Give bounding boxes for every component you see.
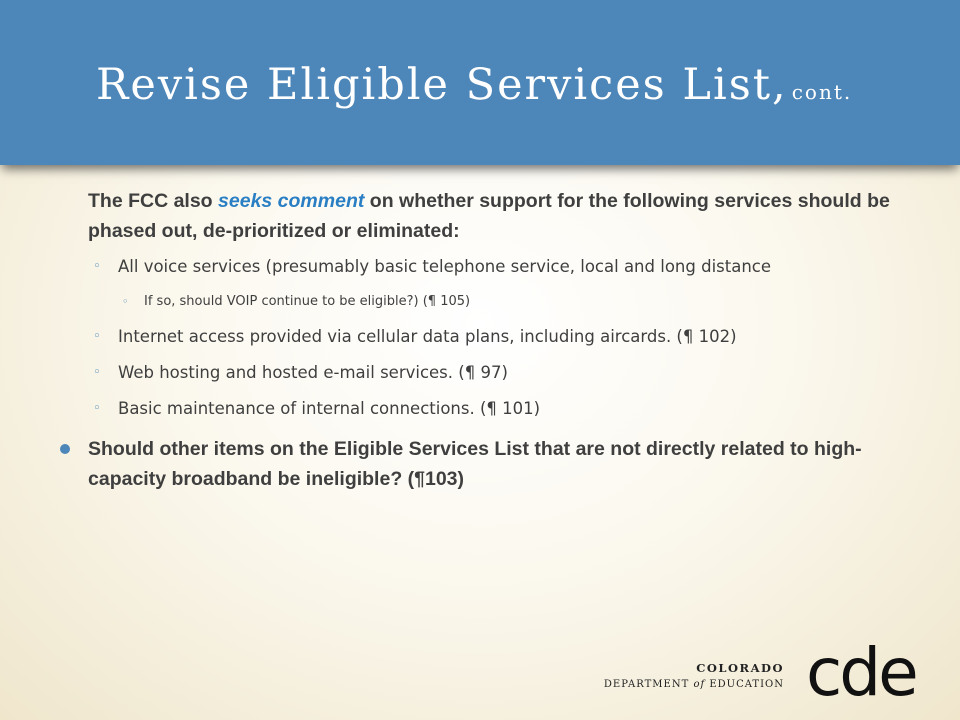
- sub-bullet-marker: ◦: [93, 401, 101, 416]
- list-item: [93, 256, 908, 278]
- list-item: [93, 398, 908, 420]
- sub-bullet-marker: ◦: [93, 365, 101, 380]
- logo-colorado: COLORADO: [696, 661, 784, 675]
- slide-title-suffix: cont.: [791, 80, 853, 104]
- sub-bullet-marker: ◦: [93, 259, 101, 274]
- list-item: [93, 362, 908, 384]
- list-item-text: If so, should VOIP continue to be eligible?) (¶ 105): [144, 294, 471, 309]
- list-item-text: All voice services (presumably basic telephone service, local and long distance: [118, 257, 772, 276]
- bullet-dot-icon: [60, 444, 70, 454]
- intro-paragraph: [88, 186, 908, 246]
- slide-title-text: Revise Eligible Services List,: [96, 60, 788, 110]
- main-bullet-text: Should other items on the Eligible Services List that are not directly related to high-capacity broadband be ineligible? (¶103): [88, 438, 862, 490]
- logo-education-word: EDUCATION: [709, 679, 784, 690]
- title-bar: [0, 0, 960, 165]
- logo-of: of: [693, 679, 706, 690]
- list-item: [122, 292, 908, 312]
- logo-department-word: DEPARTMENT: [603, 679, 690, 690]
- logo-department: [604, 679, 784, 690]
- intro-prefix: The FCC also: [88, 190, 213, 212]
- cde-logo: [603, 634, 930, 711]
- slide-body: [88, 186, 908, 494]
- cde-logo-mark: cde: [806, 634, 916, 711]
- list-item-text: Basic maintenance of internal connections. (¶ 101): [118, 399, 541, 418]
- intro-rest: on whether support for the following services should be phased out, de-prioritized or eliminated:: [88, 190, 890, 242]
- sub-bullet-marker: ◦: [93, 329, 101, 344]
- intro-emphasis: seeks comment: [218, 190, 365, 212]
- sub-bullet-marker: ◦: [122, 295, 129, 308]
- main-bullet: [88, 434, 908, 494]
- list-item-text: Web hosting and hosted e-mail services. (¶ 97): [118, 363, 508, 382]
- list-item-text: Internet access provided via cellular data plans, including aircards. (¶ 102): [118, 327, 737, 346]
- list-item: [93, 326, 908, 348]
- slide-title: [96, 60, 853, 110]
